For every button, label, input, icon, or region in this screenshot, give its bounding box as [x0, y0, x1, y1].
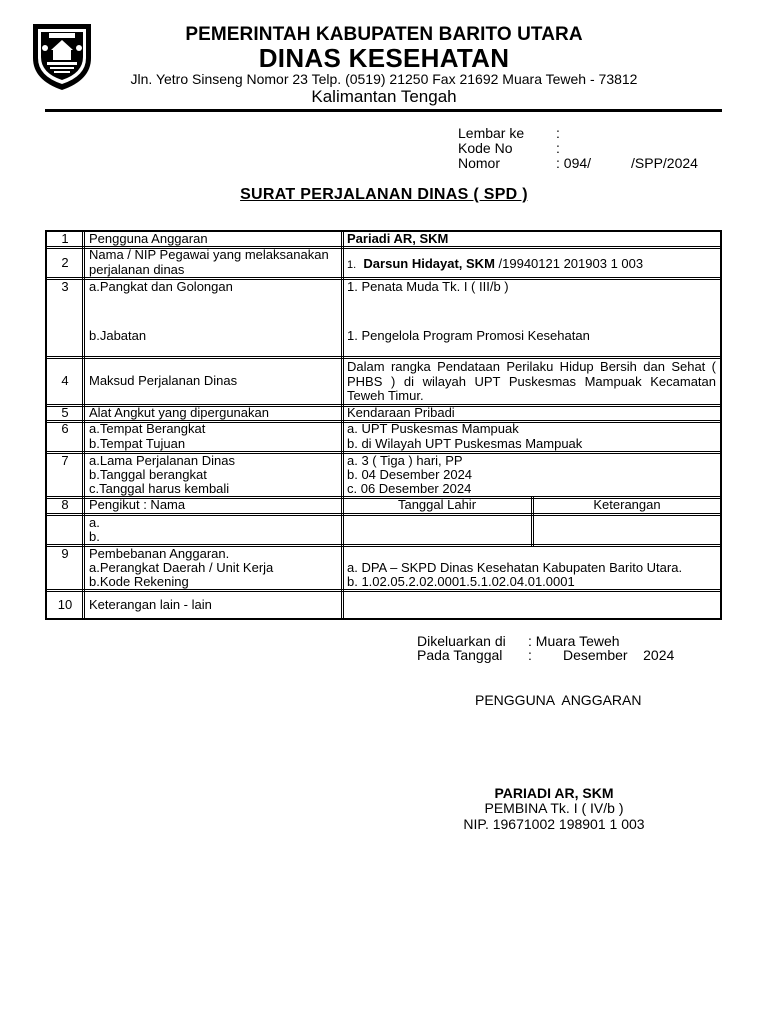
lembar-colon: :	[556, 125, 560, 141]
follower-item: b.	[89, 529, 100, 544]
row-divider	[47, 513, 720, 516]
row-label: b.Kode Rekening	[89, 574, 189, 589]
row-label: Keterangan lain - lain	[89, 597, 212, 612]
column-header-keterangan: Keterangan	[593, 497, 661, 512]
row-value: b. 1.02.05.2.02.0001.5.1.02.04.01.0001	[347, 574, 575, 589]
row-value: b. 04 Desember 2024	[347, 467, 473, 482]
col-divider-label	[341, 232, 344, 618]
row-value: 1. Pengelola Program Promosi Kesehatan	[347, 328, 590, 343]
row-number: 7	[61, 453, 69, 468]
row-number: 9	[61, 546, 69, 561]
row-label: a.Pangkat dan Golongan	[89, 279, 233, 294]
column-header-tanggal-lahir: Tanggal Lahir	[397, 497, 477, 512]
kode-colon: :	[556, 140, 560, 156]
signatory-nip: NIP. 19671002 198901 1 003	[463, 816, 645, 832]
row-label: b.Jabatan	[89, 328, 147, 343]
row-label: b.Tempat Tujuan	[89, 436, 186, 451]
row-value: Pariadi AR, SKM	[347, 231, 449, 246]
row-label: Pengguna Anggaran	[89, 231, 208, 246]
row-label: Maksud Perjalanan Dinas	[89, 373, 238, 388]
issued-date-colon: :	[528, 647, 532, 663]
issued-at-value: : Muara Teweh	[528, 633, 620, 649]
regency-emblem-logo	[29, 18, 95, 92]
row-label: Pembebanan Anggaran.	[89, 546, 230, 561]
row-label: c.Tanggal harus kembali	[89, 481, 230, 496]
issued-date-label: Pada Tanggal	[417, 647, 503, 663]
row-number: 2	[61, 255, 69, 270]
row-value	[347, 257, 643, 272]
row-label: Nama / NIP Pegawai yang melaksanakan	[89, 247, 329, 262]
row-value: a. DPA – SKPD Dinas Kesehatan Kabupaten Barito Utara.	[347, 560, 683, 575]
row-label: b.Tanggal berangkat	[89, 467, 207, 482]
signatory-role: PENGGUNA ANGGARAN	[475, 692, 642, 708]
row-value: a. 3 ( Tiga ) hari, PP	[347, 453, 463, 468]
row-label: a.Perangkat Daerah / Unit Kerja	[89, 560, 274, 575]
header-address: Jln. Yetro Sinseng Nomor 23 Telp. (0519) 21250 Fax 21692 Muara Teweh - 73812	[130, 71, 638, 87]
nomor-value-prefix: : 094/	[556, 155, 592, 171]
row-number: 1	[61, 231, 69, 246]
employee-nip: /19940121 201903 1 003	[494, 256, 644, 271]
header-province: Kalimantan Tengah	[311, 87, 457, 106]
document-title: SURAT PERJALANAN DINAS ( SPD )	[240, 186, 528, 203]
row-label: a.Tempat Berangkat	[89, 421, 206, 436]
value-prefix: 1.	[347, 259, 357, 271]
row-number: 8	[61, 497, 69, 512]
employee-name: Darsun Hidayat, SKM	[363, 256, 495, 271]
row-label: Pengikut : Nama	[89, 497, 186, 512]
issued-date-value: Desember 2024	[563, 647, 675, 663]
row-divider	[47, 589, 720, 592]
issued-at-label: Dikeluarkan di	[417, 633, 506, 649]
row-label: perjalanan dinas	[89, 262, 185, 277]
kode-label: Kode No	[458, 140, 513, 156]
nomor-label: Nomor	[458, 155, 501, 171]
row-number: 10	[57, 597, 73, 612]
row-label: a.Lama Perjalanan Dinas	[89, 453, 235, 468]
row-number: 5	[61, 405, 69, 420]
header-government: PEMERINTAH KABUPATEN BARITO UTARA	[185, 24, 583, 45]
row-value: c. 06 Desember 2024	[347, 481, 472, 496]
row-value: Kendaraan Pribadi	[347, 405, 455, 420]
row-value: 1. Penata Muda Tk. I ( III/b )	[347, 279, 509, 294]
spd-table	[45, 230, 722, 620]
row-label: Alat Angkut yang dipergunakan	[89, 405, 269, 420]
row-number: 4	[61, 373, 69, 388]
row-value: Dalam rangka Pendataan Perilaku Hidup Bersih dan Sehat ( PHBS ) di wilayah UPT Puskesmas Mampuak Kecamatan Teweh Timur.	[347, 359, 716, 403]
lembar-label: Lembar ke	[458, 125, 525, 141]
nomor-value-suffix: /SPP/2024	[631, 155, 698, 171]
row-number: 6	[61, 421, 69, 436]
header-agency: DINAS KESEHATAN	[258, 43, 510, 73]
signatory-rank: PEMBINA Tk. I ( IV/b )	[484, 800, 624, 816]
row-value: a. UPT Puskesmas Mampuak	[347, 421, 519, 436]
header-rule	[45, 109, 722, 112]
row-value: b. di Wilayah UPT Puskesmas Mampuak	[347, 436, 583, 451]
signatory-name: PARIADI AR, SKM	[494, 785, 614, 801]
row-number: 3	[61, 279, 69, 294]
follower-item: a.	[89, 515, 100, 530]
